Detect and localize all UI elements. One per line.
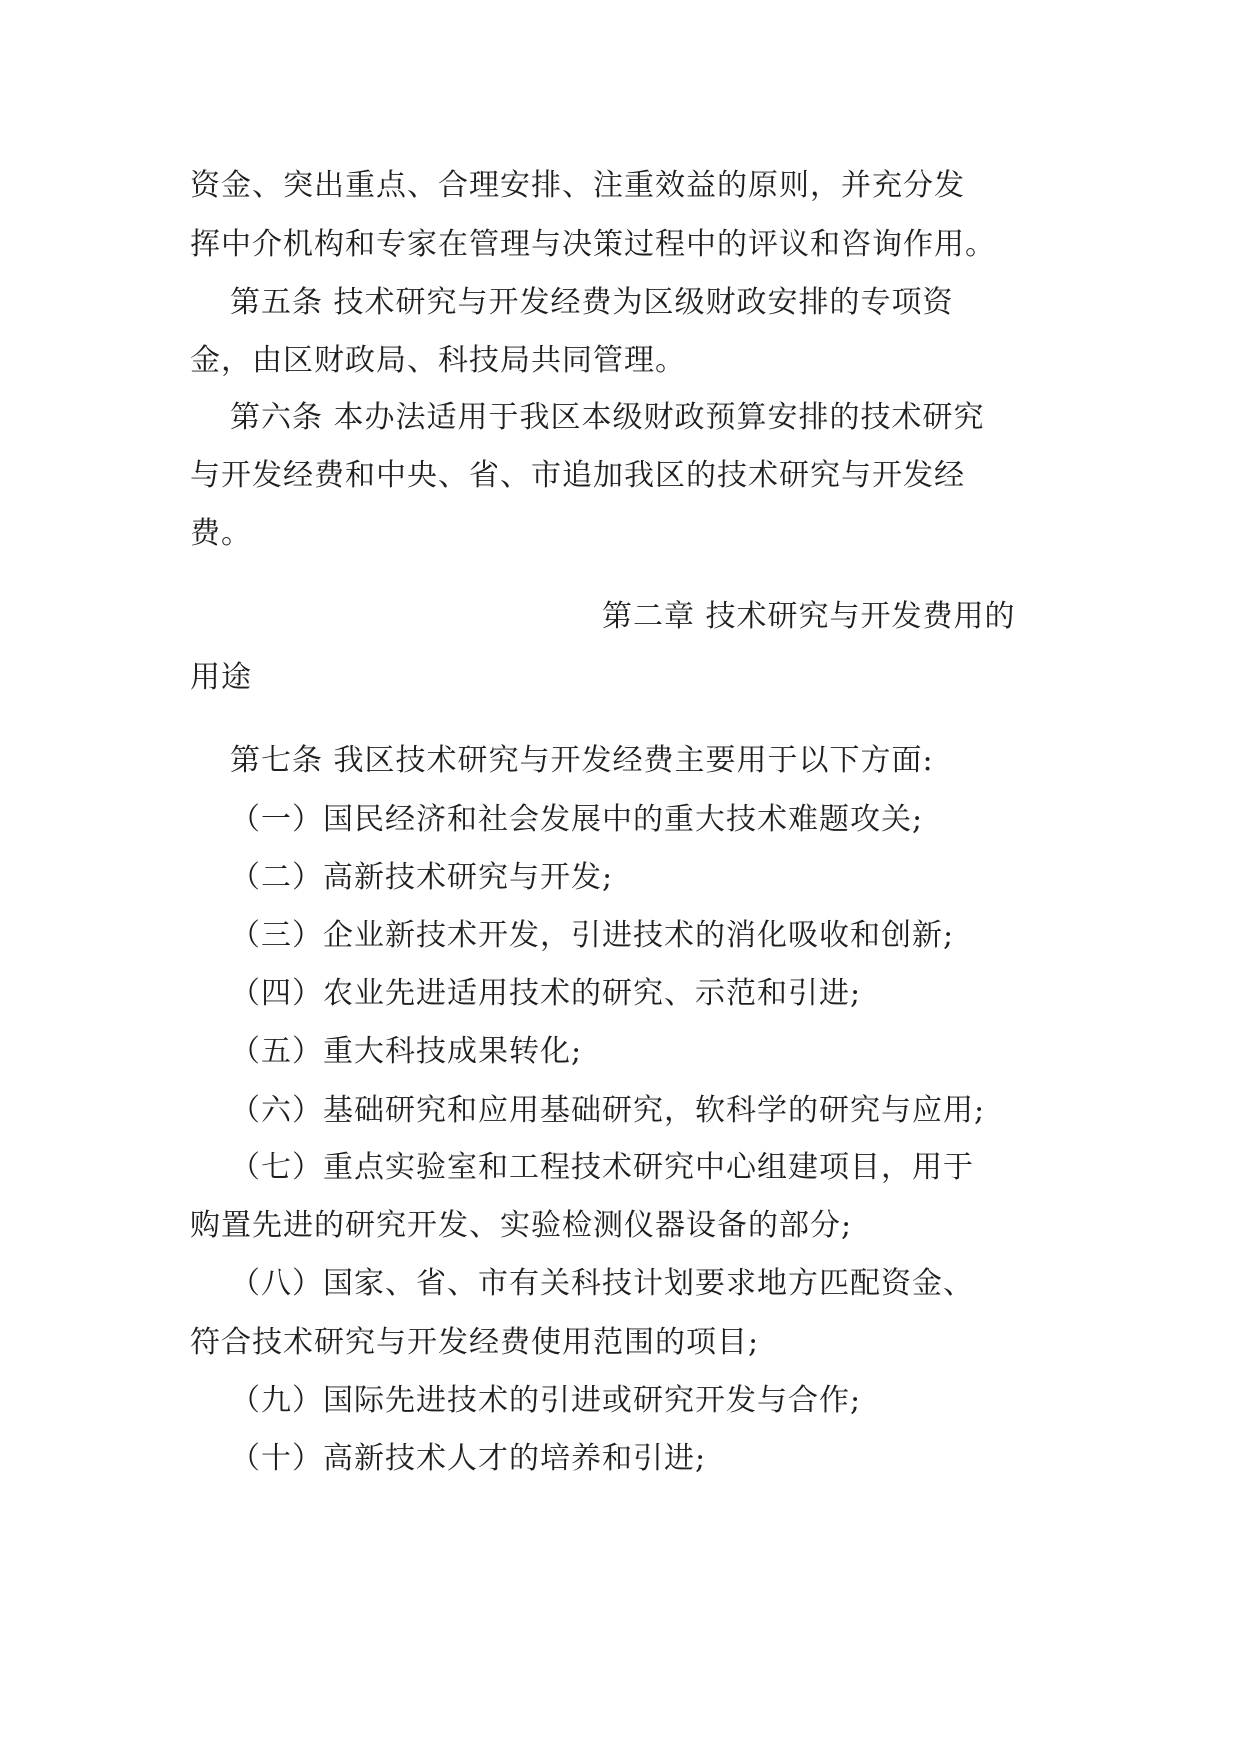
list-item: （五）重大科技成果转化; [230,1034,583,1069]
article-7-line: 第七条 我区技术研究与开发经费主要用于以下方面: [230,743,934,778]
list-item: （六）基础研究和应用基础研究，软科学的研究与应用; [230,1093,986,1128]
article-5-line: 第五条 技术研究与开发经费为区级财政安排的专项资 [230,285,954,320]
list-item: （四）农业先进适用技术的研究、示范和引进; [230,976,862,1011]
text-line: 与开发经费和中央、省、市追加我区的技术研究与开发经 [190,458,965,493]
text-line: 资金、突出重点、合理安排、注重效益的原则，并充分发 [190,168,965,203]
chapter-heading: 第二章 技术研究与开发费用的 [602,599,1016,634]
list-item: （七）重点实验室和工程技术研究中心组建项目，用于 [230,1150,974,1185]
list-item: （八）国家、省、市有关科技计划要求地方匹配资金、 [230,1266,974,1301]
text-line: 费。 [190,516,252,551]
list-item: （三）企业新技术开发，引进技术的消化吸收和创新; [230,918,955,953]
text-line: 符合技术研究与开发经费使用范围的项目; [190,1325,760,1360]
text-line: 金，由区财政局、科技局共同管理。 [190,343,686,378]
text-line: 购置先进的研究开发、实验检测仪器设备的部分; [190,1208,853,1243]
chapter-heading-continued: 用途 [190,660,252,695]
article-6-line: 第六条 本办法适用于我区本级财政预算安排的技术研究 [230,400,985,435]
list-item: （十）高新技术人才的培养和引进; [230,1441,707,1476]
list-item: （九）国际先进技术的引进或研究开发与合作; [230,1383,862,1418]
text-line: 挥中介机构和专家在管理与决策过程中的评议和咨询作用。 [190,227,996,262]
list-item: （一）国民经济和社会发展中的重大技术难题攻关; [230,802,924,837]
list-item: （二）高新技术研究与开发; [230,860,614,895]
